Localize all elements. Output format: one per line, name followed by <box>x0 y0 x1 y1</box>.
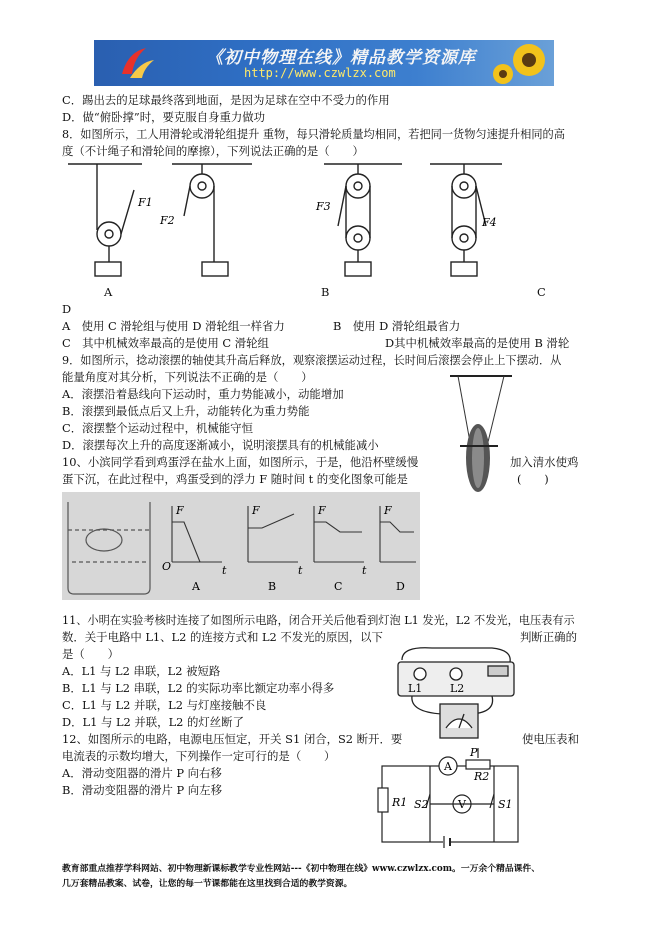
q10-text-1-tail: 加入清水使鸡 <box>510 455 579 469</box>
site-banner <box>94 40 554 86</box>
force-label-f1: F1 <box>138 196 153 209</box>
lamp-label-l2: L2 <box>450 682 465 695</box>
q12-option-b: B．滑动变阻器的滑片 P 向左移 <box>62 783 222 797</box>
q11-text-3: 是（ ） <box>62 647 119 661</box>
q8-text-2: 度（不计绳子和滑轮间的摩擦），下列说法正确的是（ ） <box>62 144 364 158</box>
switch-s1-label: S1 <box>498 798 513 811</box>
pulley-label-c: C <box>537 285 546 299</box>
graph-b-x-label: t <box>298 564 303 577</box>
force-label-f3: F3 <box>316 200 331 213</box>
circuit-diagram <box>374 746 534 850</box>
q11-option-b: B．L1 与 L2 串联，L2 的实际功率比额定功率小得多 <box>62 681 335 695</box>
force-label-f2: F2 <box>160 214 175 227</box>
pulley-label-a: A <box>104 285 113 299</box>
q9-text-1: 9．如图所示，捻动滚摆的轴使其升高后释放，观察滚摆运动过程，长时间后滚摆会停止上下摆动．从 <box>62 354 562 367</box>
graph-a-x-label: t <box>222 564 227 577</box>
q9-option-a: A．滚摆沿着悬线向下运动时，重力势能减小，动能增加 <box>62 387 344 401</box>
rolling-pendulum-figure <box>440 368 520 496</box>
q8-option-d: D其中机械效率最高的是使用 B 滑轮 <box>385 336 570 350</box>
q11-option-a: A．L1 与 L2 串联，L2 被短路 <box>62 664 221 678</box>
q8-option-b: B 使用 D 滑轮组最省力 <box>333 319 461 333</box>
pulley-figures <box>62 158 582 288</box>
graph-c-y-label: F <box>318 504 326 517</box>
graph-label-c: C <box>334 580 343 593</box>
sunflower-icon <box>489 40 554 86</box>
q9-option-c: C．滚摆整个运动过程中，机械能守恒 <box>62 421 253 435</box>
option-d-line: D．做“俯卧撑”时，要克服自身重力做功 <box>62 110 266 124</box>
q8-text-1: 8．如图所示，工人用滑轮或滑轮组提升 重物，每只滑轮质量均相同，若把同一货物匀速提升相同的高 <box>62 128 565 141</box>
q10-text-2-tail: ( ) <box>517 472 549 486</box>
q12-option-a: A．滑动变阻器的滑片 P 向右移 <box>62 766 222 780</box>
force-label-f4: F4 <box>482 216 497 229</box>
graph-b-y-label: F <box>252 504 260 517</box>
q9-option-d: D．滚摆每次上升的高度逐渐减小，说明滚摆具有的机械能减小 <box>62 438 379 452</box>
q11-text-1: 11、小明在实验考核时连接了如图所示电路，闭合开关后他看到灯泡 L1 发光，L2 不发光，电压表有示 <box>62 614 575 627</box>
graph-a-origin: O <box>162 560 172 573</box>
q8-option-a: A 使用 C 滑轮组与使用 D 滑轮组一样省力 <box>62 319 285 333</box>
circuit-photo-figure <box>392 642 522 742</box>
q12-text-2: 电流表的示数均增大，下列操作一定可行的是（ ） <box>62 749 336 763</box>
q9-text-2: 能量角度对其分析，下列说法不正确的是（ ） <box>62 370 313 384</box>
ammeter-label: A <box>444 760 452 773</box>
page-footer <box>62 862 602 892</box>
q12-text-1-tail: 使电压表和 <box>522 732 579 746</box>
graph-label-b: B <box>268 580 277 593</box>
graph-a-y-label: F <box>176 504 184 517</box>
graph-label-d: D <box>396 580 405 593</box>
graph-label-a: A <box>192 580 200 593</box>
resistor-r2-label: R2 <box>474 770 490 783</box>
switch-s2-label: S2 <box>414 798 429 811</box>
q10-text-1: 10、小滨同学看到鸡蛋浮在盐水上面，如图所示，于是，他沿杯壁缓慢 <box>62 455 419 469</box>
q11-text-2: 数．关于电路中 L1、L2 的连接方式和 L2 不发光的原因，以下 <box>62 630 383 644</box>
banner-title: 《初中物理在线》精品教学资源库 <box>206 48 476 68</box>
q8-option-c: C 其中机械效率最高的是使用 C 滑轮组 <box>62 336 269 350</box>
graph-c-x-label: t <box>362 564 367 577</box>
footer-line-1: 教育部重点推荐学科网站、初中物理新课标教学专业性网站---《初中物理在线》www.czwlzx.com。一万余个精品课件、 <box>62 864 541 874</box>
resistor-r1-label: R1 <box>392 796 408 809</box>
q11-option-c: C．L1 与 L2 并联，L2 与灯座接触不良 <box>62 698 267 712</box>
slider-p-label: P <box>470 746 478 759</box>
q12-text-1: 12、如图所示的电路，电源电压恒定，开关 S1 闭合，S2 断开．要 <box>62 732 403 746</box>
q9-option-b: B．滚摆到最低点后又上升，动能转化为重力势能 <box>62 404 310 418</box>
pulley-label-b: B <box>321 285 330 299</box>
pulley-label-d: D <box>62 302 72 316</box>
buoyancy-graphs-figure <box>62 492 420 600</box>
option-c-line: C．踢出去的足球最终落到地面，是因为足球在空中不受力的作用 <box>62 93 390 107</box>
q11-option-d: D．L1 与 L2 并联，L2 的灯丝断了 <box>62 715 244 729</box>
footer-line-2: 几万套精品教案、试卷，让您的每一节课都能在这里找到合适的教学资源。 <box>62 879 353 889</box>
q10-text-2: 蛋下沉，在此过程中，鸡蛋受到的浮力 F 随时间 t 的变化图象可能是 <box>62 472 408 486</box>
q11-text-2-tail: 判断正确的 <box>520 630 577 644</box>
site-logo-icon <box>116 44 156 82</box>
banner-url: http://www.czwlzx.com <box>244 66 396 80</box>
graph-d-y-label: F <box>384 504 392 517</box>
lamp-label-l1: L1 <box>408 682 423 695</box>
voltmeter-label: V <box>458 798 466 811</box>
